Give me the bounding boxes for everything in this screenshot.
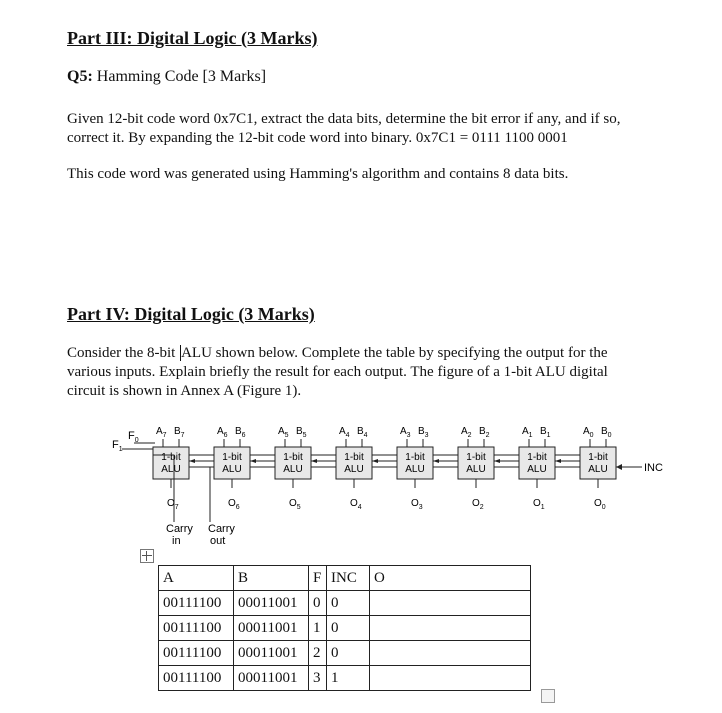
input-a-label: $A_3$ [400,426,411,439]
input-b-label: $B_6$ [235,426,246,439]
table-header-cell[interactable]: A [159,566,234,591]
table-header-cell[interactable]: INC [327,566,370,591]
inc-label: INC [644,462,663,474]
part3-heading: Part III: Digital Logic (3 Marks) [67,28,318,48]
paragraph-line: Given 12-bit code word 0x7C1, extract the data bits, determine the bit error if any, and if so, [67,111,621,127]
alu-block-label: 1-bit [344,452,364,463]
output-label: $O_7$ [167,498,179,511]
paragraph-line: This code word was generated using Hamming's algorithm and contains 8 data bits. [67,166,569,182]
input-b-label: $B_7$ [174,426,185,439]
paragraph-line: circuit is shown in Annex A (Figure 1). [67,383,302,399]
alu-block-label: ALU [527,464,547,475]
output-label: $O_3$ [411,498,423,511]
part4-paragraph[interactable] [67,344,667,401]
table-cell[interactable] [370,591,531,616]
alu-block-label: 1-bit [283,452,303,463]
text-run: ALU shown below. Complete the table by specifying the output for the [181,345,608,361]
alu-block-label: 1-bit [588,452,608,463]
table-cell[interactable]: 3 [309,666,327,691]
alu-block-label: 1-bit [466,452,486,463]
carry-out-label-1: Carry [208,523,235,535]
alu-block-label: 1-bit [222,452,242,463]
input-b-label: $B_3$ [418,426,429,439]
alu-block-label: ALU [344,464,364,475]
table-cell[interactable]: 00011001 [234,591,309,616]
carry-arrow-icon [372,459,378,463]
paragraph-line: various inputs. Explain briefly the result for each output. The figure of a 1-bit ALU digital [67,364,608,380]
alu-block-label: ALU [222,464,242,475]
input-a-label: $A_0$ [583,426,594,439]
table-cell[interactable]: 00111100 [159,616,234,641]
table-resize-handle-icon[interactable] [541,689,555,703]
alu-block-label: ALU [161,464,181,475]
alu-8bit-diagram [108,420,668,560]
table-row [159,641,531,666]
carry-in-label-2: in [172,535,181,547]
table-cell[interactable]: 0 [327,616,370,641]
input-b-label: $B_5$ [296,426,307,439]
table-cell[interactable] [370,616,531,641]
question-label: Q5: [67,68,93,85]
input-b-label: $B_2$ [479,426,490,439]
table-header-row [159,566,531,591]
paragraph-line: correct it. By expanding the 12-bit code word into binary. 0x7C1 = 0111 1100 0001 [67,130,568,146]
question-text: Hamming Code [3 Marks] [96,68,267,85]
alu-block-label: 1-bit [405,452,425,463]
text-run: Consider the 8-bit [67,345,180,361]
alu-block-label: 1-bit [527,452,547,463]
output-label: $O_1$ [533,498,545,511]
table-cell[interactable]: 00111100 [159,641,234,666]
carry-arrow-icon [555,459,561,463]
carry-arrow-icon [494,459,500,463]
table-row [159,666,531,691]
table-cell[interactable]: 00011001 [234,616,309,641]
output-label: $O_6$ [228,498,240,511]
table-cell[interactable] [370,641,531,666]
carry-arrow-icon [311,459,317,463]
table-header-cell[interactable]: O [370,566,531,591]
table-move-handle-icon[interactable] [140,549,154,563]
table-cell[interactable]: 2 [309,641,327,666]
output-label: $O_2$ [472,498,484,511]
table-cell[interactable]: 0 [327,641,370,666]
table-cell[interactable]: 1 [327,666,370,691]
input-a-label: $A_2$ [461,426,472,439]
input-b-label: $B_4$ [357,426,368,439]
input-a-label: $A_6$ [217,426,228,439]
table-cell[interactable]: 0 [327,591,370,616]
carry-arrow-icon [189,459,195,463]
paragraph-line [67,344,667,363]
table-cell[interactable] [370,666,531,691]
table-row [159,616,531,641]
table-header-cell[interactable]: B [234,566,309,591]
table-header-cell[interactable]: F [309,566,327,591]
table-cell[interactable]: 00011001 [234,666,309,691]
carry-arrow-icon [250,459,256,463]
table-cell[interactable]: 1 [309,616,327,641]
f0-label: $F_0$ [128,430,139,444]
table-cell[interactable]: 00111100 [159,591,234,616]
carry-in-label-1: Carry [166,523,193,535]
question-title [67,68,266,86]
output-label: $O_4$ [350,498,362,511]
carry-out-label-2: out [210,535,226,547]
inc-arrow-icon [616,464,622,470]
alu-diagram-svg [108,420,668,560]
part3-paragraph-2 [67,165,667,184]
table-cell[interactable]: 0 [309,591,327,616]
input-b-label: $B_0$ [601,426,612,439]
f1-label: $F_1$ [112,439,123,453]
table-cell[interactable]: 00111100 [159,666,234,691]
alu-block-label: ALU [283,464,303,475]
input-a-label: $A_4$ [339,426,350,439]
input-a-label: $A_1$ [522,426,533,439]
input-b-label: $B_1$ [540,426,551,439]
part4-heading: Part IV: Digital Logic (3 Marks) [67,304,315,324]
input-a-label: $A_5$ [278,426,289,439]
output-label: $O_5$ [289,498,301,511]
output-label: $O_0$ [594,498,606,511]
alu-block-label: ALU [405,464,425,475]
alu-block-label: ALU [466,464,486,475]
carry-arrow-icon [433,459,439,463]
part3-paragraph-1 [67,110,667,148]
alu-block-label: ALU [588,464,608,475]
input-a-label: $A_7$ [156,426,167,439]
alu-truth-table [158,565,531,691]
table-row [159,591,531,616]
table-cell[interactable]: 00011001 [234,641,309,666]
alu-block-label: 1-bit [161,452,181,463]
